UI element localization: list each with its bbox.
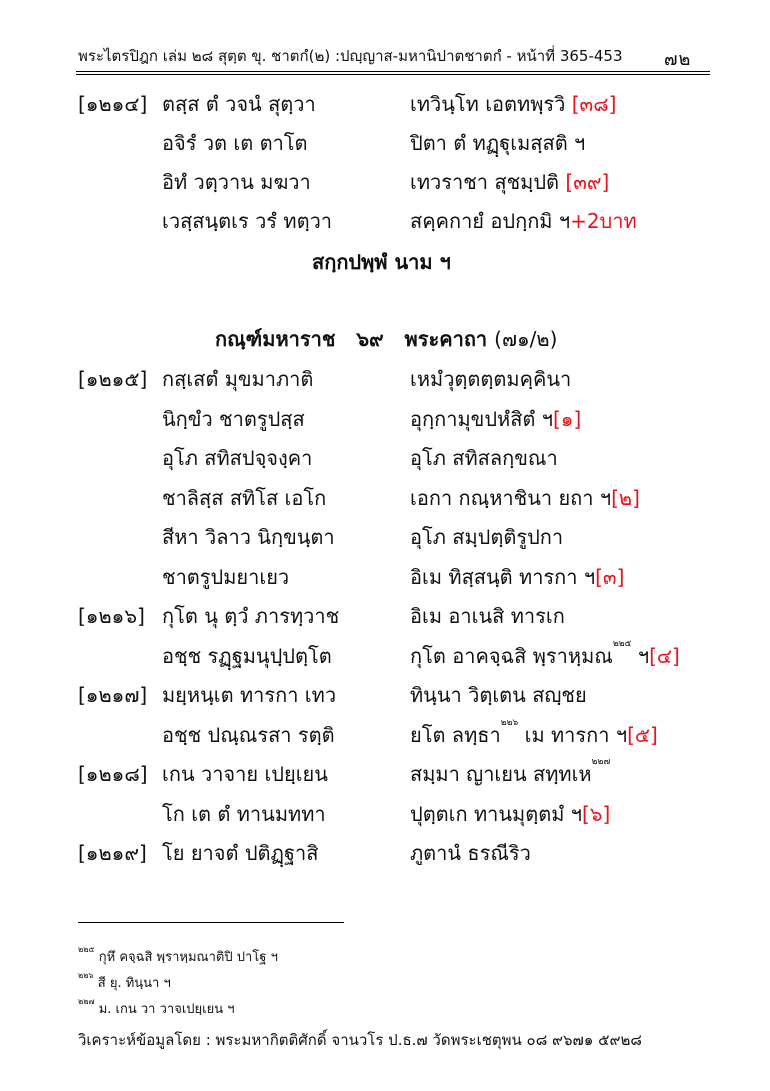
verse-line-right: ภูตานํ ธรณีริว: [410, 841, 531, 865]
header-rule: [76, 71, 710, 72]
footnote-ref: ๒๒๕: [612, 639, 632, 649]
verse-line-left: นิกฺขํว ชาตรูปสฺส: [162, 407, 305, 431]
footnote-ref: ๒๒๖: [500, 718, 519, 728]
verse-line-left: กุโต นุ ตฺวํ ภารทฺวาช: [162, 604, 340, 628]
verse-line-right: อิเม ทิสฺสนฺติ ทารกา ฯ[๓]: [410, 565, 625, 589]
verse-line-right: ยโต ลทฺธา$^{๒๒๖}$ เม ทารกา ฯ[๕]: [410, 718, 658, 747]
verse-line-right: อุโภ สทิสลกฺขณา: [410, 446, 558, 470]
verse-line-right: เอกา กณฺหาชินา ยถา ฯ[๒]: [410, 486, 640, 510]
verse-number: [๑๒๑๙]: [78, 841, 147, 865]
verse-line-right: ทินฺนา วิตฺเตน สญฺชย: [410, 683, 587, 707]
verse-line-left: อชฺช รฏฺฐมนุปฺปตฺโต: [162, 644, 332, 668]
chapter-name: กณฺฑ์มหาราช: [215, 327, 336, 351]
verse-mark: [๑]: [552, 407, 582, 431]
verse-number: [๑๒๑๔]: [78, 92, 148, 116]
verse-line-left: มยฺหนฺเต ทารกา เทว: [162, 683, 337, 707]
footnote-ref: ๒๒๗: [591, 757, 611, 767]
page-header: พระไตรปิฎก เล่ม ๒๘ สุตฺต ขุ. ชาตกํ(๒) :ปญฺญาส-มหานิปาตชาตกํ - หน้าที่ 365-453: [78, 47, 623, 65]
verse-line-left: อชฺช ปณฺณรสา รตฺติ: [162, 723, 335, 747]
chapter-ref: (๗๑/๒): [494, 327, 558, 351]
verse-mark: [๓๙]: [565, 170, 610, 194]
verse-line-left: กสฺเสตํ มุขมาภาติ: [162, 367, 314, 391]
verse-line-right: ปุตฺตเก ทานมุตฺตมํ ฯ[๖]: [410, 802, 611, 826]
verse-line-left: เวสฺสนฺตเร วรํ ทตฺวา: [162, 209, 333, 233]
section-closing: สกฺกปพฺพํ นาม ฯ: [312, 250, 451, 274]
verse-line-right: เทวราชา สุชมฺปติ [๓๙]: [410, 170, 610, 194]
verse-line-right: กุโต อาคจฺฉสิ พฺราหฺมณ$^{๒๒๕}$ ฯ[๔]: [410, 639, 680, 668]
verse-mark: +2บาท: [570, 209, 637, 233]
footnote-rule: [78, 922, 344, 923]
verse-line-left: สีหา วิลาว นิกฺขนฺตา: [162, 525, 335, 549]
verse-mark: [๒]: [611, 486, 640, 510]
page-footer: วิเคราะห์ข้อมูลโดย : พระมหากิตติศักดิ์ จานวโร ป.ธ.๗ วัดพระเชตุพน ๐๘ ๙๖๗๑ ๕๙๒๘: [78, 1031, 642, 1049]
verse-number: [๑๒๑๘]: [78, 762, 148, 786]
verse-line-right: สคฺคกายํ อปกฺกมิ ฯ+2บาท: [410, 209, 637, 233]
chapter-title: [215, 323, 557, 355]
chapter-number: ๖๙: [356, 327, 384, 351]
page-number: ๗๒: [664, 49, 692, 70]
verse-mark: [๓]: [595, 565, 625, 589]
verse-line-right: อุกฺกามุขปหํสิตํ ฯ[๑]: [410, 407, 582, 431]
verse-line-left: ตสฺส ตํ วจนํ สุตฺวา: [162, 92, 316, 116]
verse-line-left: อจิรํ วต เต ตาโต: [162, 131, 308, 155]
verse-line-right: เหมํวุตฺตตฺตมคฺคินา: [410, 367, 572, 391]
verse-line-right: ปิตา ตํ ทฏฺฐุเมสฺสติ ฯ: [410, 131, 586, 155]
footnote: $^{๒๒๕}$ กุหึ คจฺฉสิ พฺราหฺมณาติปิ ปาโฐ ฯ: [78, 945, 278, 965]
verse-line-left: ชาตรูปมยาเยว: [162, 565, 290, 589]
verse-line-right: อุโภ สมฺปตฺติรูปกา: [410, 525, 564, 549]
verse-mark: [๓๘]: [571, 92, 617, 116]
verse-number: [๑๒๑๖]: [78, 604, 145, 628]
verse-line-right: อิเม อาเนสิ ทารเก: [410, 604, 565, 628]
verse-number: [๑๒๑๗]: [78, 683, 148, 707]
footnote: $^{๒๒๖}$ สี ยุ. ทินฺนา ฯ: [78, 971, 171, 991]
verse-line-left: อุโภ สทิสปจฺจงฺคา: [162, 446, 313, 470]
verse-line-left: อิทํ วตฺวาน มฆวา: [162, 170, 311, 194]
footnote: $^{๒๒๗}$ ม. เกน วา วาจเปยฺเยน ฯ: [78, 997, 235, 1017]
verse-mark: [๔]: [649, 644, 680, 668]
chapter-kind: พระคาถา: [404, 327, 488, 351]
verse-line-right: เทวินฺโท เอตทพฺรวิ [๓๘]: [410, 92, 617, 116]
verse-line-left: โย ยาจตํ ปติฏฺฐาสิ: [162, 841, 319, 865]
verse-mark: [๖]: [582, 802, 611, 826]
verse-line-right: สมฺมา ญาเยน สทฺทเห$^{๒๒๗}$: [410, 757, 611, 786]
verse-line-left: โก เต ตํ ทานมททา: [162, 802, 326, 826]
verse-line-left: ชาลิสฺส สทิโส เอโก: [162, 486, 327, 510]
verse-number: [๑๒๑๕]: [78, 367, 148, 391]
header-rule-2: [76, 74, 710, 75]
verse-line-left: เกน วาจาย เปยฺเยน: [162, 762, 328, 786]
verse-mark: [๕]: [627, 723, 658, 747]
